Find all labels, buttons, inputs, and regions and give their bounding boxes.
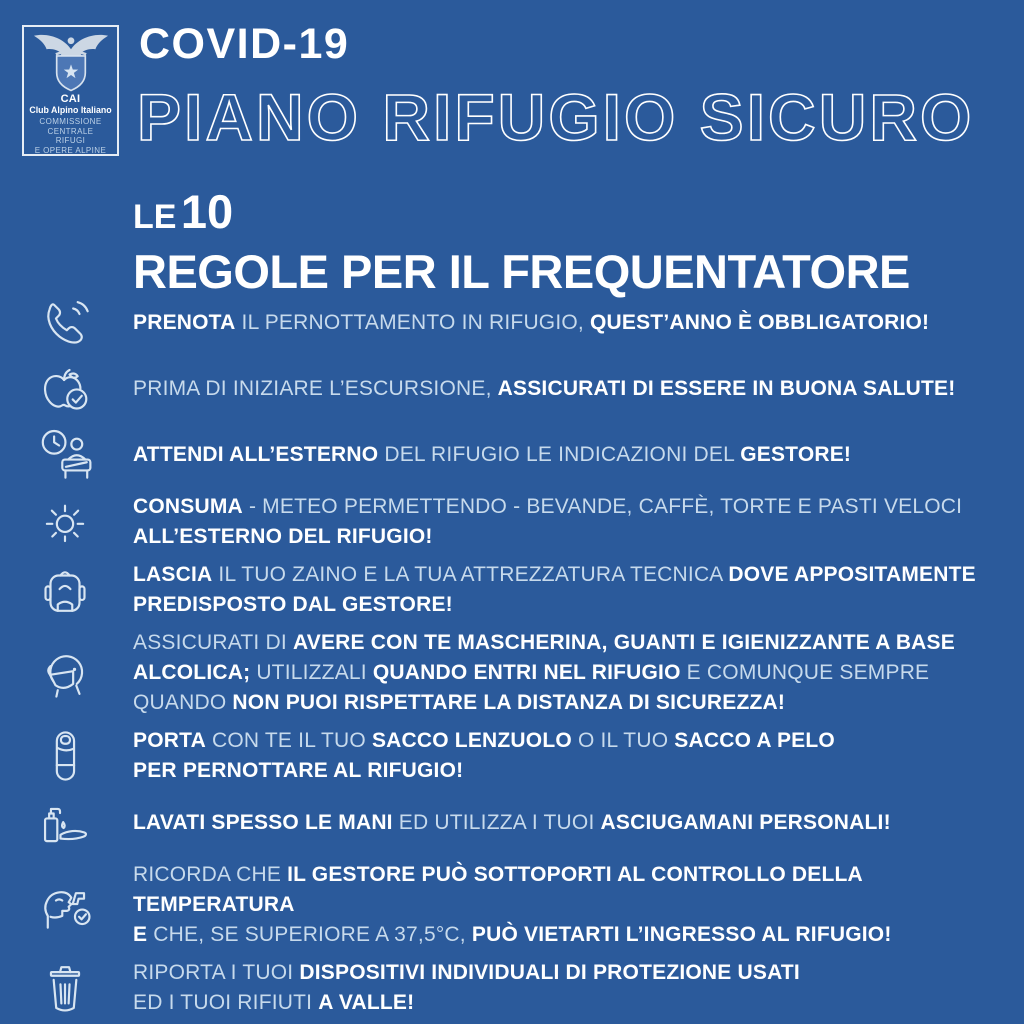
rule-item	[36, 360, 1014, 418]
rule-item	[36, 426, 1014, 484]
rule-text-segment: O IL TUO	[571, 729, 675, 752]
rule-text-segment: ASSICURATI DI	[133, 631, 293, 654]
rule-text-segment: ATTENDI ALL’ESTERNO	[133, 443, 379, 466]
rule-text-segment: CON TE IL TUO	[205, 729, 372, 752]
rule-text-segment: DISPOSITIVI INDIVIDUALI DI PROTEZIONE USATI	[299, 961, 800, 984]
rule-text-segment: ASSICURATI DI ESSERE IN BUONA SALUTE!	[497, 377, 956, 400]
rule-text-segment: DEL RIFUGIO LE INDICAZIONI DEL	[378, 443, 741, 466]
logo-division-line: RIFUGI	[55, 136, 86, 146]
rule-text	[133, 374, 955, 404]
rule-text-segment: QUANDO	[133, 691, 233, 714]
rule-text-segment: NON PUOI RISPETTARE LA DISTANZA DI SICUREZZA!	[232, 691, 786, 714]
rule-text-segment: PRIMA DI INIZIARE L’ESCURSIONE,	[133, 377, 498, 400]
heading-le: LE	[133, 198, 177, 236]
rule-item	[36, 492, 1014, 552]
rule-text-segment: A VALLE!	[318, 991, 415, 1014]
rules-list	[36, 294, 1014, 1018]
rule-text	[133, 440, 851, 470]
rule-item	[36, 628, 1014, 718]
rule-text-segment: UTILIZZALI	[250, 661, 373, 684]
sun-icon	[36, 493, 94, 551]
rule-text-segment: RICORDA CHE	[133, 863, 288, 886]
rule-text-segment: AVERE CON TE MASCHERINA, GUANTI E IGIENIZZANTE A BASE	[292, 631, 955, 654]
rule-text-segment: CONSUMA	[133, 495, 243, 518]
rule-text	[133, 560, 976, 620]
backpack-icon	[36, 561, 94, 619]
rule-text-segment: DOVE APPOSITAMENTE	[728, 563, 976, 586]
temperature-check-icon	[36, 876, 94, 934]
logo-division-line: COMMISSIONE	[39, 117, 102, 126]
rule-text-segment: QUANDO ENTRI NEL RIFUGIO	[372, 661, 681, 684]
rule-text-segment: PUÒ VIETARTI L’INGRESSO AL RIFUGIO!	[471, 923, 892, 946]
cai-logo-box	[22, 25, 119, 156]
rule-text	[133, 492, 962, 552]
rule-item	[36, 294, 1014, 352]
cai-eagle-shield-emblem-icon	[28, 29, 114, 93]
apple-check-icon	[36, 360, 94, 418]
rule-text-segment: PER PERNOTTARE AL RIFUGIO!	[133, 759, 464, 782]
rule-item	[36, 958, 1014, 1018]
rule-text-segment: QUEST’ANNO È OBBLIGATORIO!	[589, 311, 930, 334]
rule-text-segment: E	[133, 923, 148, 946]
rule-text-segment: SACCO A PELO	[674, 729, 835, 752]
rule-text-segment: - METEO PERMETTENDO - BEVANDE, CAFFÈ, TORTE E PASTI VELOCI	[242, 495, 963, 518]
rule-text-segment: ALL’ESTERNO DEL RIFUGIO!	[133, 525, 433, 548]
rule-text	[133, 808, 891, 838]
logo-division	[35, 117, 106, 155]
rule-item	[36, 726, 1014, 786]
rule-text-segment: GESTORE!	[740, 443, 852, 466]
heading-line2: REGOLE PER IL FREQUENTATORE	[133, 245, 910, 298]
rule-text-segment: IL TUO ZAINO E LA TUA ATTREZZATURA TECNICA	[212, 563, 729, 586]
logo-division-line: CENTRALE	[47, 126, 94, 136]
rule-text-segment: PORTA	[133, 729, 206, 752]
rule-text	[133, 308, 929, 338]
logo-org-name: Club Alpino Italiano	[29, 105, 112, 115]
rule-text-segment: ALCOLICA;	[133, 661, 251, 684]
phone-icon	[36, 294, 94, 352]
rule-text-segment: ED I TUOI RIFIUTI	[133, 991, 319, 1014]
rule-text	[133, 628, 955, 718]
rule-text	[133, 860, 1014, 950]
covid-title: COVID-19	[139, 20, 350, 68]
rule-text-segment: PREDISPOSTO DAL GESTORE!	[133, 593, 453, 616]
rule-text-segment: IL PERNOTTAMENTO IN RIFUGIO,	[235, 311, 590, 334]
sleeping-bag-icon	[36, 727, 94, 785]
face-mask-icon	[36, 644, 94, 702]
rule-text	[133, 726, 835, 786]
heading-line1	[133, 185, 910, 247]
trash-bin-icon	[36, 959, 94, 1017]
rule-text-segment: RIPORTA I TUOI	[133, 961, 300, 984]
rule-text-segment: LAVATI SPESSO LE MANI	[133, 811, 393, 834]
rule-text-segment: IL GESTORE PUÒ SOTTOPORTI AL CONTROLLO DELLA TEMPERATURA	[133, 863, 863, 916]
rule-item	[36, 860, 1014, 950]
rule-text	[133, 958, 800, 1018]
rule-text-segment: CHE, SE SUPERIORE A 37,5°C,	[147, 923, 472, 946]
rule-text-segment: ED UTILIZZA I TUOI	[392, 811, 601, 834]
rule-item	[36, 794, 1014, 852]
plan-title: PIANO RIFUGIO SICURO	[137, 80, 975, 154]
hand-wash-icon	[36, 794, 94, 852]
rule-text-segment: SACCO LENZUOLO	[371, 729, 572, 752]
rule-text-segment: E COMUNQUE SEMPRE	[680, 661, 930, 684]
rule-text-segment: LASCIA	[133, 563, 213, 586]
rule-item	[36, 560, 1014, 620]
clock-waiting-icon	[36, 426, 94, 484]
heading-number: 10	[180, 185, 234, 238]
page-title	[133, 185, 910, 298]
logo-abbrev: CAI	[60, 93, 81, 105]
rule-text-segment: ASCIUGAMANI PERSONALI!	[600, 811, 891, 834]
rule-text-segment: PRENOTA	[133, 311, 236, 334]
logo-division-line: E OPERE ALPINE	[34, 145, 107, 155]
